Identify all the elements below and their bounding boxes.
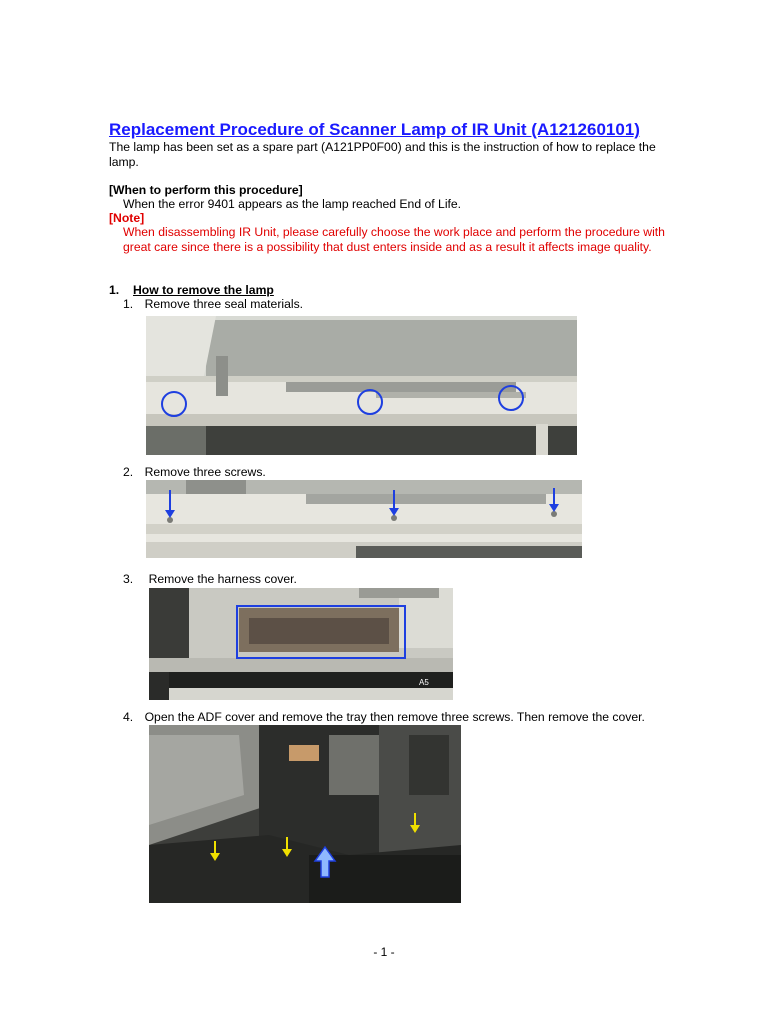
when-text: When the error 9401 appears as the lamp reached End of Life. bbox=[123, 197, 462, 211]
section-title: How to remove the lamp bbox=[133, 283, 274, 297]
ruler-mark: A5 bbox=[419, 678, 429, 687]
when-heading: [When to perform this procedure] bbox=[109, 183, 303, 197]
step-text: Remove three seal materials. bbox=[144, 297, 304, 311]
step-3 bbox=[123, 572, 297, 587]
step-text: Remove three screws. bbox=[144, 465, 266, 479]
step-1 bbox=[123, 297, 303, 312]
photo-harness-cover bbox=[149, 588, 453, 700]
step-text: Open the ADF cover and remove the tray then remove three screws. Then remove the cover. bbox=[144, 710, 645, 724]
step-text: Remove the harness cover. bbox=[148, 572, 297, 586]
intro-paragraph: The lamp has been set as a spare part (A121PP0F00) and this is the instruction of how to replace the lamp. bbox=[109, 140, 656, 169]
section-number: 1. bbox=[109, 283, 120, 297]
step-number: 3. bbox=[123, 572, 134, 586]
photo-scanner-seal-materials bbox=[146, 316, 577, 455]
document-title: Replacement Procedure of Scanner Lamp of IR Unit (A121260101) bbox=[109, 120, 640, 139]
step-4 bbox=[123, 710, 645, 725]
photo-adf-cover bbox=[149, 725, 461, 903]
note-text: When disassembling IR Unit, please carefully choose the work place and perform the procedure with great care since there is a possibility that dust enters inside and as a result it affects image quality. bbox=[123, 225, 665, 254]
step-2 bbox=[123, 465, 266, 480]
note-label: [Note] bbox=[109, 211, 145, 225]
photo-scanner-screws bbox=[146, 480, 582, 558]
step-number: 4. bbox=[123, 710, 134, 724]
page-number: - 1 - bbox=[373, 945, 395, 959]
step-number: 1. bbox=[123, 297, 134, 311]
step-number: 2. bbox=[123, 465, 134, 479]
